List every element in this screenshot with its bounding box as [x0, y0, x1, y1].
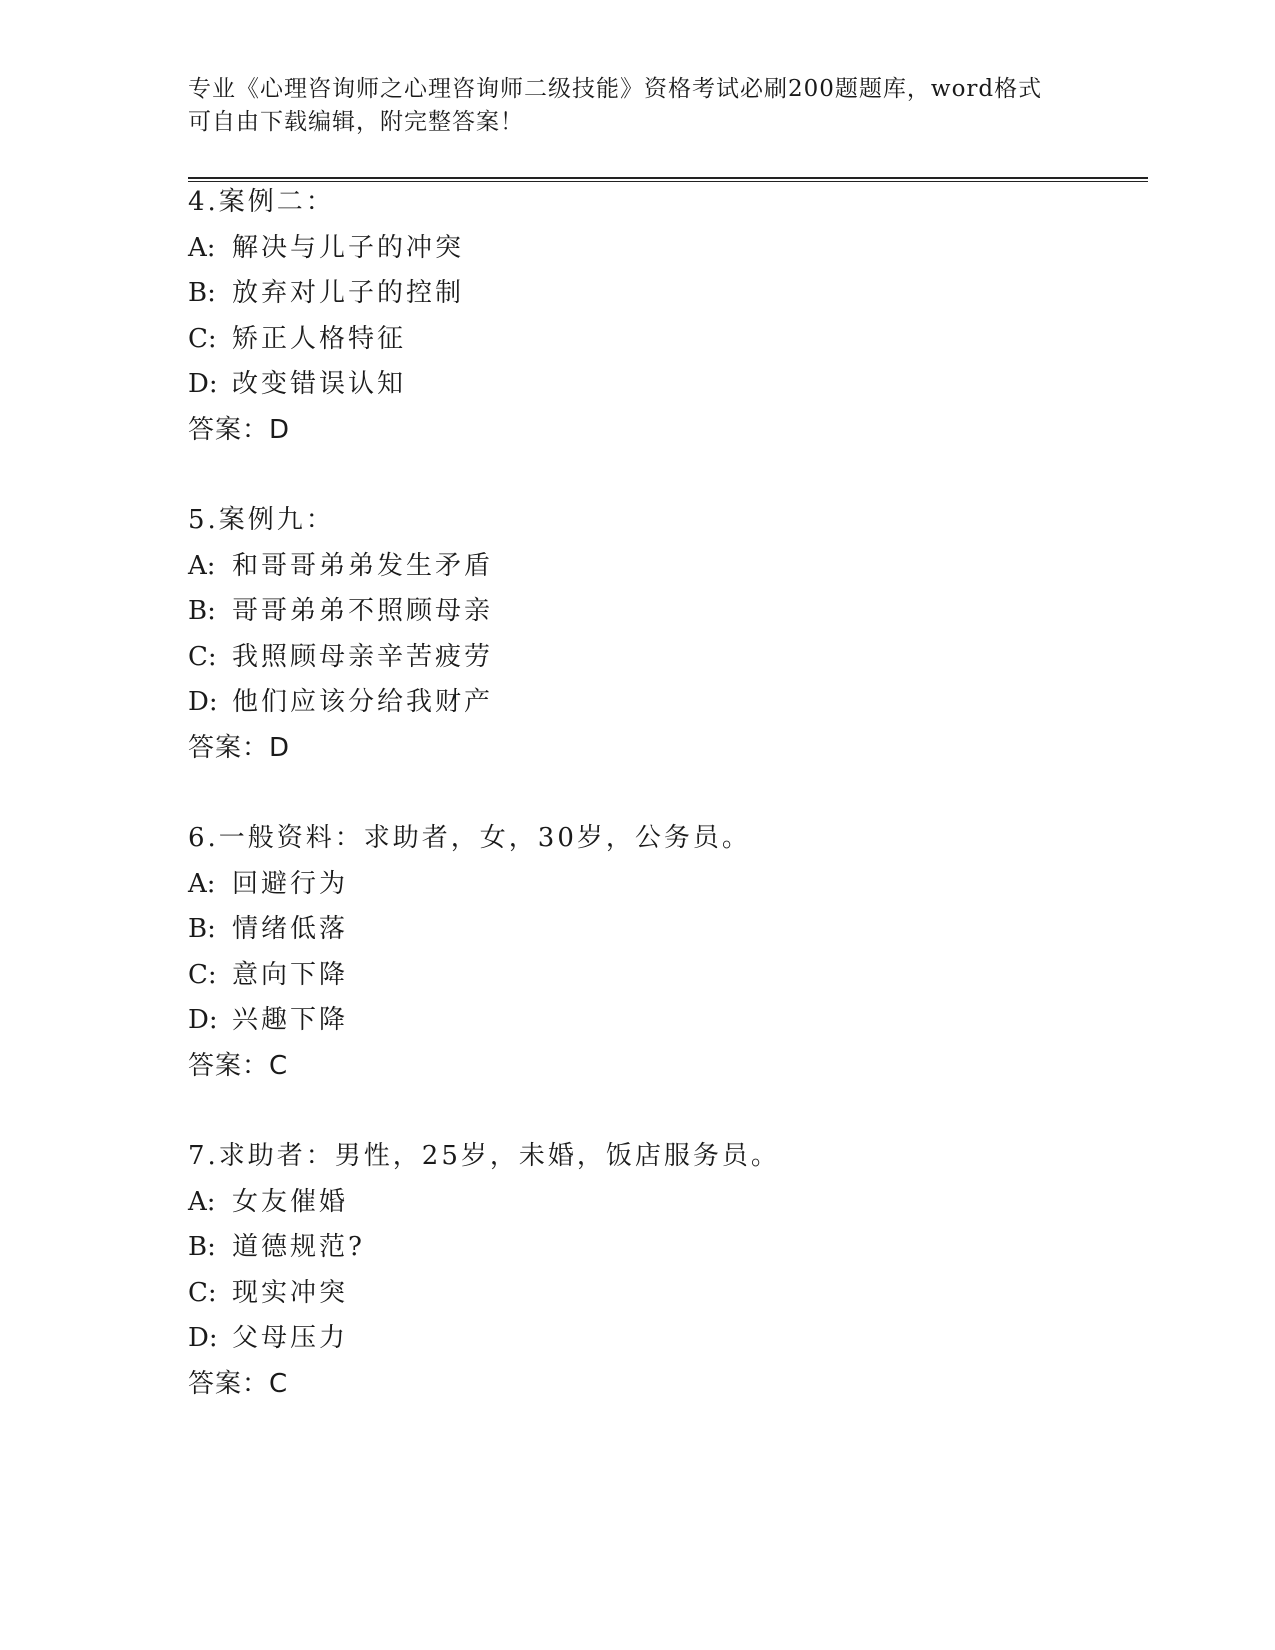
header-title-line-2: 可自由下载编辑，附完整答案！ [188, 109, 524, 135]
option-letter: D: [188, 687, 218, 717]
option-letter: C: [188, 323, 217, 354]
option-letter: D: [188, 1005, 218, 1035]
question-block [188, 816, 1148, 1089]
document-header [188, 73, 1088, 139]
option-letter: A: [188, 232, 216, 263]
option-letter: C: [188, 959, 217, 990]
option-b [188, 907, 1148, 953]
answer-line: 答案：C [188, 1050, 289, 1081]
option-text: 哥哥弟弟不照顾母亲 [232, 596, 494, 626]
document-page [188, 0, 1148, 1650]
option-text: 父母压力 [232, 1323, 349, 1353]
option-c [188, 635, 1148, 681]
question-stem: 7.求助者：男性，25岁，未婚，饭店服务员。 [188, 1141, 780, 1171]
option-letter: B: [188, 278, 216, 308]
option-text: 解决与儿子的冲突 [232, 232, 465, 263]
option-a [188, 226, 1148, 272]
option-a [188, 544, 1148, 590]
option-letter: C: [188, 1277, 217, 1308]
option-d [188, 998, 1148, 1044]
question-stem: 5.案例九： [188, 505, 335, 535]
option-text: 兴趣下降 [232, 1005, 349, 1035]
option-text: 矫正人格特征 [232, 323, 407, 354]
question-stem: 6.一般资料：求助者，女，30岁，公务员。 [188, 823, 751, 853]
option-letter: A: [188, 550, 216, 581]
option-letter: C: [188, 641, 217, 672]
option-b [188, 271, 1148, 317]
option-c [188, 317, 1148, 363]
answer-line: 答案：C [188, 1368, 289, 1399]
option-text: 意向下降 [232, 959, 349, 990]
option-text: 和哥哥弟弟发生矛盾 [232, 550, 494, 581]
option-b [188, 589, 1148, 635]
option-d [188, 680, 1148, 726]
option-letter: D: [188, 1323, 218, 1353]
option-text: 放弃对儿子的控制 [232, 278, 465, 308]
question-block [188, 1134, 1148, 1407]
option-c [188, 1271, 1148, 1317]
option-text: 他们应该分给我财产 [232, 687, 494, 717]
answer-line: 答案：D [188, 414, 291, 445]
option-letter: A: [188, 1186, 216, 1217]
option-text: 道德规范? [232, 1232, 365, 1262]
option-d [188, 362, 1148, 408]
option-text: 现实冲突 [232, 1277, 349, 1308]
header-title-line-1: 专业《心理咨询师之心理咨询师二级技能》资格考试必刷200题题库，word格式 [188, 76, 1043, 102]
option-c [188, 953, 1148, 999]
option-letter: B: [188, 914, 216, 944]
option-text: 回避行为 [232, 868, 349, 899]
option-text: 情绪低落 [232, 914, 349, 944]
option-letter: A: [188, 868, 216, 899]
option-a [188, 1180, 1148, 1226]
answer-line: 答案：D [188, 732, 291, 763]
option-letter: B: [188, 596, 216, 626]
question-block [188, 180, 1148, 453]
option-text: 我照顾母亲辛苦疲劳 [232, 641, 494, 672]
option-letter: D: [188, 369, 218, 399]
option-letter: B: [188, 1232, 216, 1262]
option-d [188, 1316, 1148, 1362]
question-block [188, 498, 1148, 771]
question-stem: 4.案例二： [188, 187, 335, 217]
option-b [188, 1225, 1148, 1271]
option-text: 女友催婚 [232, 1186, 349, 1217]
option-a [188, 862, 1148, 908]
option-text: 改变错误认知 [232, 369, 407, 399]
